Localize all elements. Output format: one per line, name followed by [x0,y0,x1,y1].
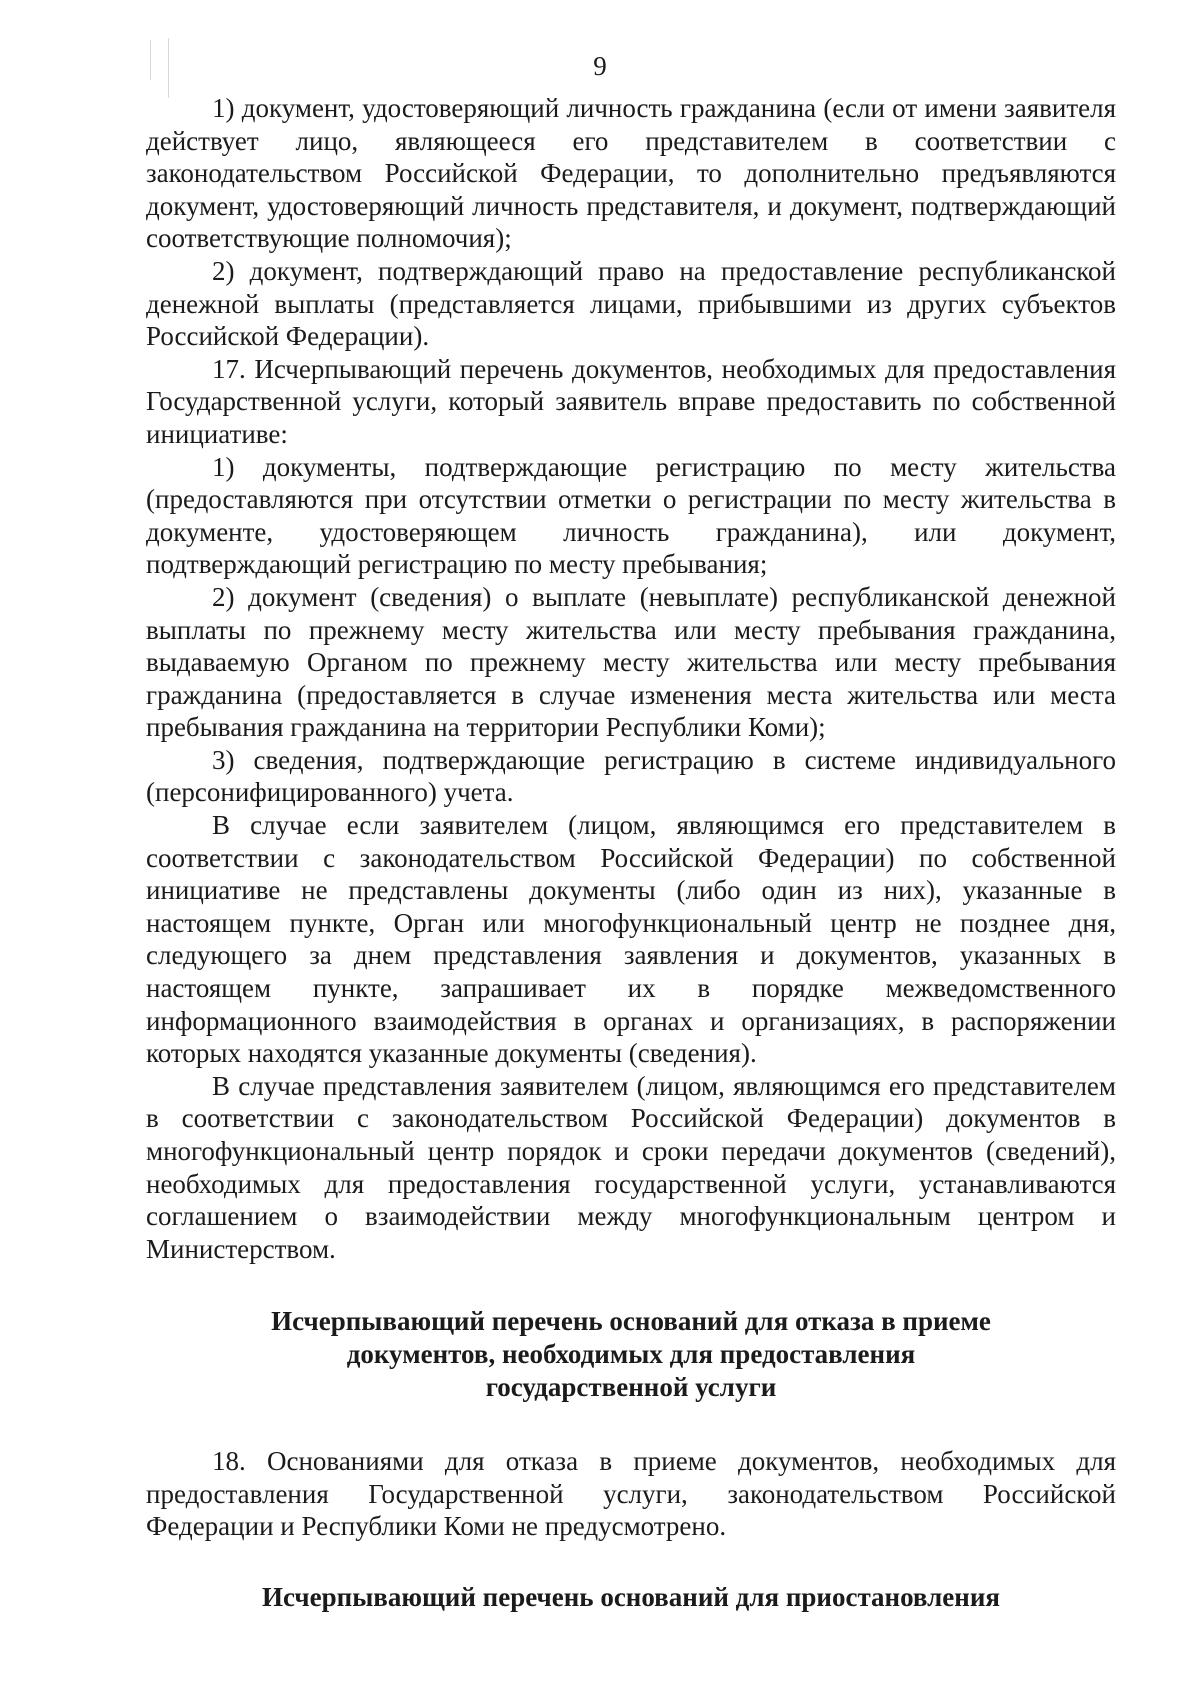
section-heading-suspension-grounds [146,1581,1116,1614]
paragraph-17-item-3: 3) сведения, подтверждающие регистрацию в системе индивидуального (персонифицированного) учета. [146,744,1116,808]
page-number: 9 [593,51,607,81]
document-body [146,92,1116,1614]
heading-line: документов, необходимых для предоставления [346,1338,916,1369]
paragraph-mfc-agreement: В случае представления заявителем (лицом, являющимся его представителем в соответствии с законодательством Российской Федерации) документов в многофункциональный центр порядок и сроки передачи документов (сведений), необходимых для предоставления государственной услуги, устанавливаются соглашением о взаимодействии между многофункциональным центром и Министерством. [146,1070,1116,1264]
paragraph-17: 17. Исчерпывающий перечень документов, необходимых для предоставления Государственной услуги, который заявитель вправе предоставить по собственной инициативе: [146,353,1116,449]
paragraph-interagency-request: В случае если заявителем (лицом, являющимся его представителем в соответствии с законодательством Российской Федерации) по собственной инициативе не представлены документы (либо один из них), указанные в настоящем пункте, Орган или многофункциональный центр не позднее дня, следующего за днем представления заявления и документов, указанных в настоящем пункте, запрашивает их в порядке межведомственного информационного взаимодействия в органах и организациях, в распоряжении которых находятся указанные документы (сведения). [146,810,1116,1069]
heading-line: государственной услуги [485,1371,777,1402]
heading-line: Исчерпывающий перечень оснований для приостановления [261,1581,1001,1612]
paragraph-17-item-2: 2) документ (сведения) о выплате (невыплате) республиканской денежной выплаты по прежнему месту жительства или месту пребывания гражданина, выдаваемую Органом по прежнему месту жительства или месту пребывания гражданина (предоставляется в случае изменения места жительства или места пребывания гражданина на территории Республики Коми); [146,581,1116,743]
heading-line: Исчерпывающий перечень оснований для отказа в приеме [271,1306,991,1337]
paragraph-17-item-1: 1) документы, подтверждающие регистрацию по месту жительства (предоставляются при отсутствии отметки о регистрации по месту жительства в документе, удостоверяющем личность гражданина), или документ, подтверждающий регистрацию по месту пребывания; [146,451,1116,580]
paragraph-16-item-1: 1) документ, удостоверяющий личность гражданина (если от имени заявителя действует лицо, являющееся его представителем в соответствии с законодательством Российской Федерации, то дополнительно предъявляются документ, удостоверяющий личность представителя, и документ, подтверждающий соответствующие полномочия); [146,93,1116,254]
paragraph-16-item-2: 2) документ, подтверждающий право на предоставление республиканской денежной выплаты (представляется лицами, прибывшими из других субъектов Российской Федерации). [146,255,1116,352]
paragraph-18: 18. Основаниями для отказа в приеме документов, необходимых для предоставления Государственной услуги, законодательством Российской Федерации и Республики Коми не предусмотрено. [146,1446,1116,1542]
section-heading-refusal-grounds [146,1305,1116,1403]
